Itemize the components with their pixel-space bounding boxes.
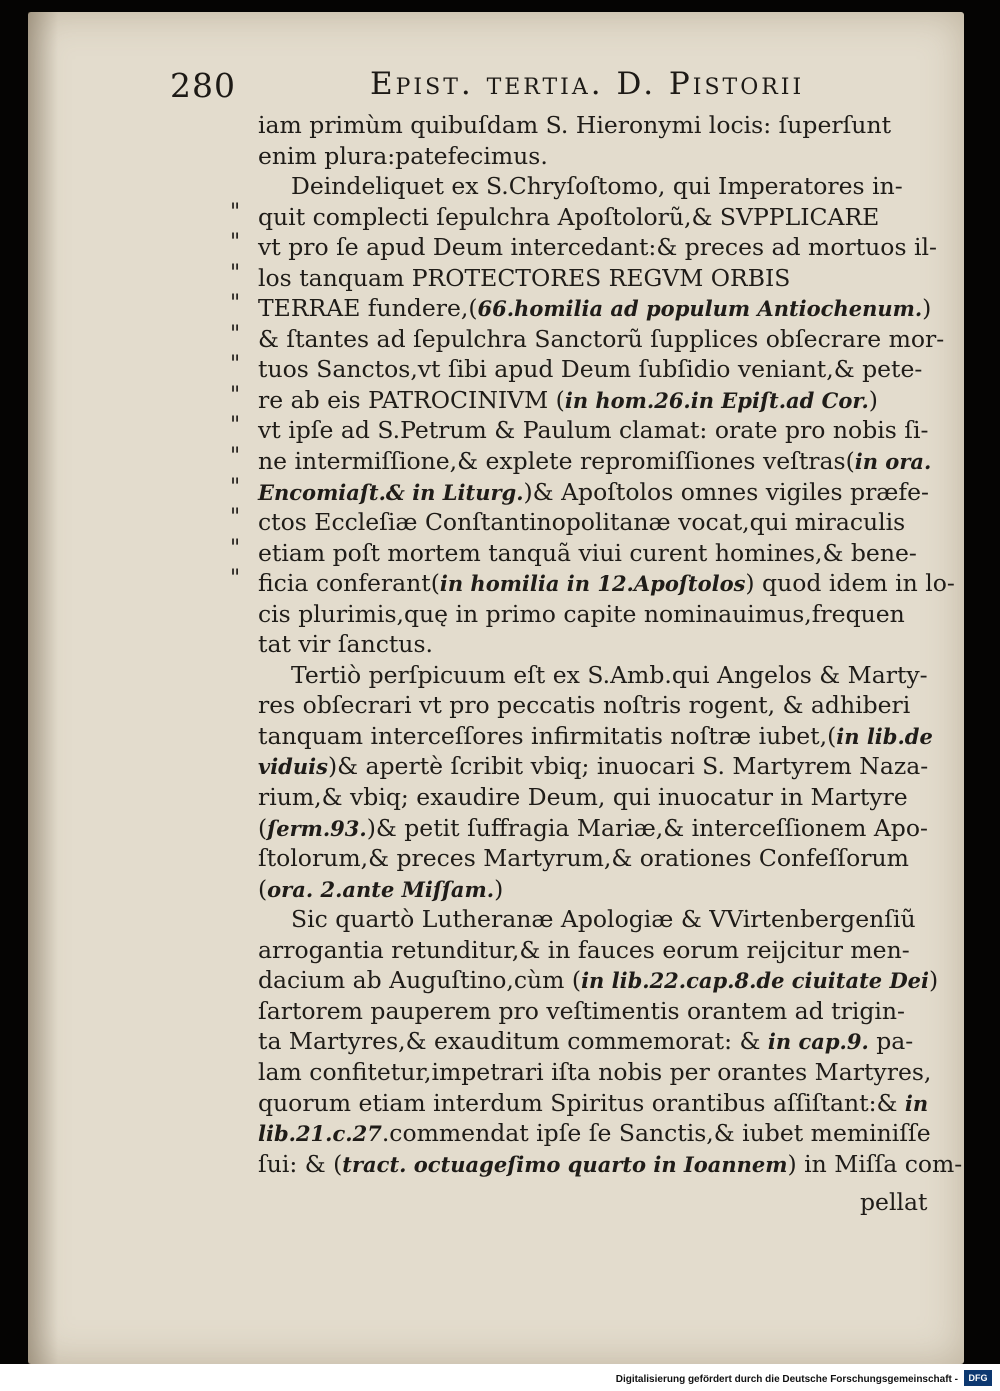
- page-header: [170, 66, 870, 110]
- line-text: los tanquam PROTECTORES REGVM ORBIS: [258, 263, 791, 292]
- line-text: ): [494, 874, 504, 903]
- text-line: [258, 965, 938, 996]
- line-text: )& petit ſuffragia Mariæ,& interceſſionem Apo-: [366, 813, 928, 842]
- line-text: )& Apoſtolos omnes vigiles præfe-: [523, 477, 929, 506]
- text-line: [258, 1026, 938, 1057]
- page-gutter-shadow: [28, 12, 58, 1364]
- text-line: [258, 660, 938, 691]
- text-line: [258, 996, 938, 1027]
- line-text: vt pro ſe apud Deum intercedant:& preces ad mortuos il-: [258, 233, 937, 262]
- text-line: [258, 935, 938, 966]
- citation-text: in cap.9.: [767, 1029, 869, 1055]
- text-line: [258, 1057, 938, 1088]
- text-line: [230, 505, 938, 538]
- quote-mark: ": [230, 382, 241, 408]
- line-text: arrogantia retunditur,& in fauces eorum reijcitur men-: [258, 935, 910, 964]
- line-text: rium,& vbiq; exaudire Deum, qui inuocatur in Martyre: [258, 783, 908, 812]
- text-line: [258, 843, 938, 874]
- citation-text: ora. 2.ante Miſſam.: [267, 876, 495, 902]
- line-text: .commendat ipſe ſe Sanctis,& iubet meminiſſe: [381, 1119, 931, 1148]
- line-text: vt ipſe ad S.Petrum & Paulum clamat: orate pro nobis ſi-: [258, 416, 929, 445]
- text-line: [258, 171, 938, 202]
- text-line: [258, 721, 938, 752]
- line-text: ) in Miſſa com-: [787, 1149, 963, 1178]
- dfg-logo: DFG: [964, 1370, 992, 1386]
- text-line: [258, 629, 938, 660]
- text-line: [258, 1149, 963, 1180]
- text-line: [258, 782, 938, 813]
- catchword: pellat: [860, 1188, 928, 1216]
- citation-text: in ora.: [854, 449, 932, 475]
- line-text: tuos Sanctos,vt ſibi apud Deum ſubſidio veniant,& pete-: [258, 355, 923, 384]
- line-text: quorum etiam interdum Spiritus orantibus aſſiſtant:&: [258, 1088, 905, 1117]
- line-text: ficia conferant(: [258, 569, 440, 598]
- page-number: 280: [170, 66, 236, 105]
- citation-text: in homilia in 12.Apoſtolos: [439, 571, 746, 597]
- text-line: [230, 291, 938, 324]
- quote-mark: ": [230, 199, 241, 225]
- line-text: etiam poſt mortem tanquã viui curent homines,& bene-: [258, 538, 917, 567]
- quote-mark: ": [230, 352, 241, 378]
- text-line: [258, 874, 938, 905]
- line-text: ): [929, 966, 939, 995]
- citation-text: ſerm.93.: [267, 815, 367, 841]
- line-text: ſtolorum,& preces Martyrum,& orationes Confeſſorum: [258, 844, 909, 873]
- line-text: Sic quartò Lutheranæ Apologiæ & VVirtenbergenſiũ: [291, 905, 916, 934]
- line-text: cis plurimis,quę in primo capite nominauimus,frequen: [258, 599, 905, 628]
- text-line: [230, 260, 938, 294]
- line-text: (: [258, 813, 268, 842]
- text-line: [230, 352, 938, 385]
- line-text: re ab eis PATROCINIVM (: [258, 385, 565, 414]
- quote-mark: ": [230, 260, 241, 286]
- citation-text: lib.21.c.27: [258, 1121, 382, 1147]
- text-line: [258, 141, 938, 172]
- text-line: [230, 230, 938, 263]
- text-line: [258, 1118, 938, 1149]
- line-text: Deindeliquet ex S.Chryſoſtomo, qui Imperatores in-: [291, 172, 903, 201]
- citation-text: in hom.26.in Epiſt.ad Cor.: [564, 387, 869, 413]
- line-text: ) quod idem in lo-: [745, 569, 955, 598]
- text-line: [258, 813, 938, 844]
- line-text: TERRAE fundere,(: [258, 294, 478, 323]
- line-text: dacium ab Auguſtino,cùm (: [258, 966, 582, 995]
- line-text: res obſecrari vt pro peccatis noſtris rogent, & adhiberi: [258, 691, 911, 720]
- line-text: ): [922, 294, 932, 323]
- text-line: [258, 1088, 938, 1119]
- line-text: ta Martyres,& exauditum commemorat: &: [258, 1027, 768, 1056]
- text-line: [258, 904, 938, 935]
- line-text: Tertiò perſpicuum eſt ex S.Amb.qui Angelos & Marty-: [291, 660, 928, 689]
- text-line: [230, 444, 938, 477]
- text-line: [258, 110, 938, 141]
- line-text: ſartorem pauperem pro veſtimentis orantem ad trigin-: [258, 996, 905, 1025]
- quote-mark: ": [230, 474, 241, 500]
- citation-text: in lib.22.cap.8.de ciuitate Dei: [581, 968, 930, 994]
- text-line: [230, 535, 938, 569]
- quote-mark: ": [230, 230, 241, 256]
- citation-text: in: [904, 1090, 929, 1116]
- text-line: [230, 474, 938, 508]
- text-line: [258, 599, 938, 630]
- body-text: [230, 110, 963, 1179]
- line-text: lam confitetur,impetrari iſta nobis per orantes Martyres,: [258, 1057, 932, 1086]
- quote-mark: ": [230, 413, 241, 439]
- quote-mark: ": [230, 291, 241, 317]
- text-line: [230, 199, 938, 233]
- citation-text: in lib.de: [836, 723, 933, 749]
- text-line: [258, 751, 938, 782]
- text-line: [258, 690, 938, 721]
- quote-mark: ": [230, 321, 241, 347]
- footer-credit: Digitalisierung gefördert durch die Deutsche Forschungsgemeinschaft -: [615, 1374, 958, 1385]
- line-text: (: [258, 874, 268, 903]
- line-text: ſui: & (: [258, 1149, 343, 1178]
- line-text: )& apertè ſcribit vbiq; inuocari S. Martyrem Naza-: [327, 752, 929, 781]
- line-text: iam primùm quibuſdam S. Hieronymi locis: ſuperſunt: [258, 111, 892, 139]
- running-title: Epist. tertia. D. Pistorii: [370, 66, 805, 102]
- quote-mark: ": [230, 444, 241, 470]
- quote-mark: ": [230, 566, 241, 592]
- citation-text: 66.homilia ad populum Antiochenum.: [477, 296, 923, 322]
- line-text: ctos Eccleſiæ Conſtantinopolitanæ vocat,qui miraculis: [258, 508, 906, 537]
- line-text: tanquam interceſſores infirmitatis noſtræ iubet,(: [258, 721, 837, 750]
- quote-mark: ": [230, 505, 241, 531]
- text-line: [230, 382, 938, 416]
- line-text: ): [868, 385, 878, 414]
- text-line: [230, 566, 955, 599]
- line-text: ne intermiſſione,& explete repromiſſiones veſtras(: [258, 447, 855, 476]
- line-text: quit complecti ſepulchra Apoſtolorũ,& SVPPLICARE: [258, 202, 880, 231]
- quote-mark: ": [230, 535, 241, 561]
- citation-text: tract. octuageſimo quarto in Ioannem: [342, 1151, 788, 1177]
- line-text: tat vir ſanctus.: [258, 630, 433, 659]
- line-text: & ſtantes ad ſepulchra Sanctorũ ſupplices obſecrare mor-: [258, 324, 945, 353]
- text-line: [230, 321, 945, 355]
- citation-text: Encomiaſt.& in Liturg.: [258, 479, 524, 505]
- line-text: enim plura:patefecimus.: [258, 141, 548, 170]
- line-text: pa-: [868, 1027, 914, 1056]
- citation-text: viduis: [258, 754, 328, 780]
- text-line: [230, 413, 938, 446]
